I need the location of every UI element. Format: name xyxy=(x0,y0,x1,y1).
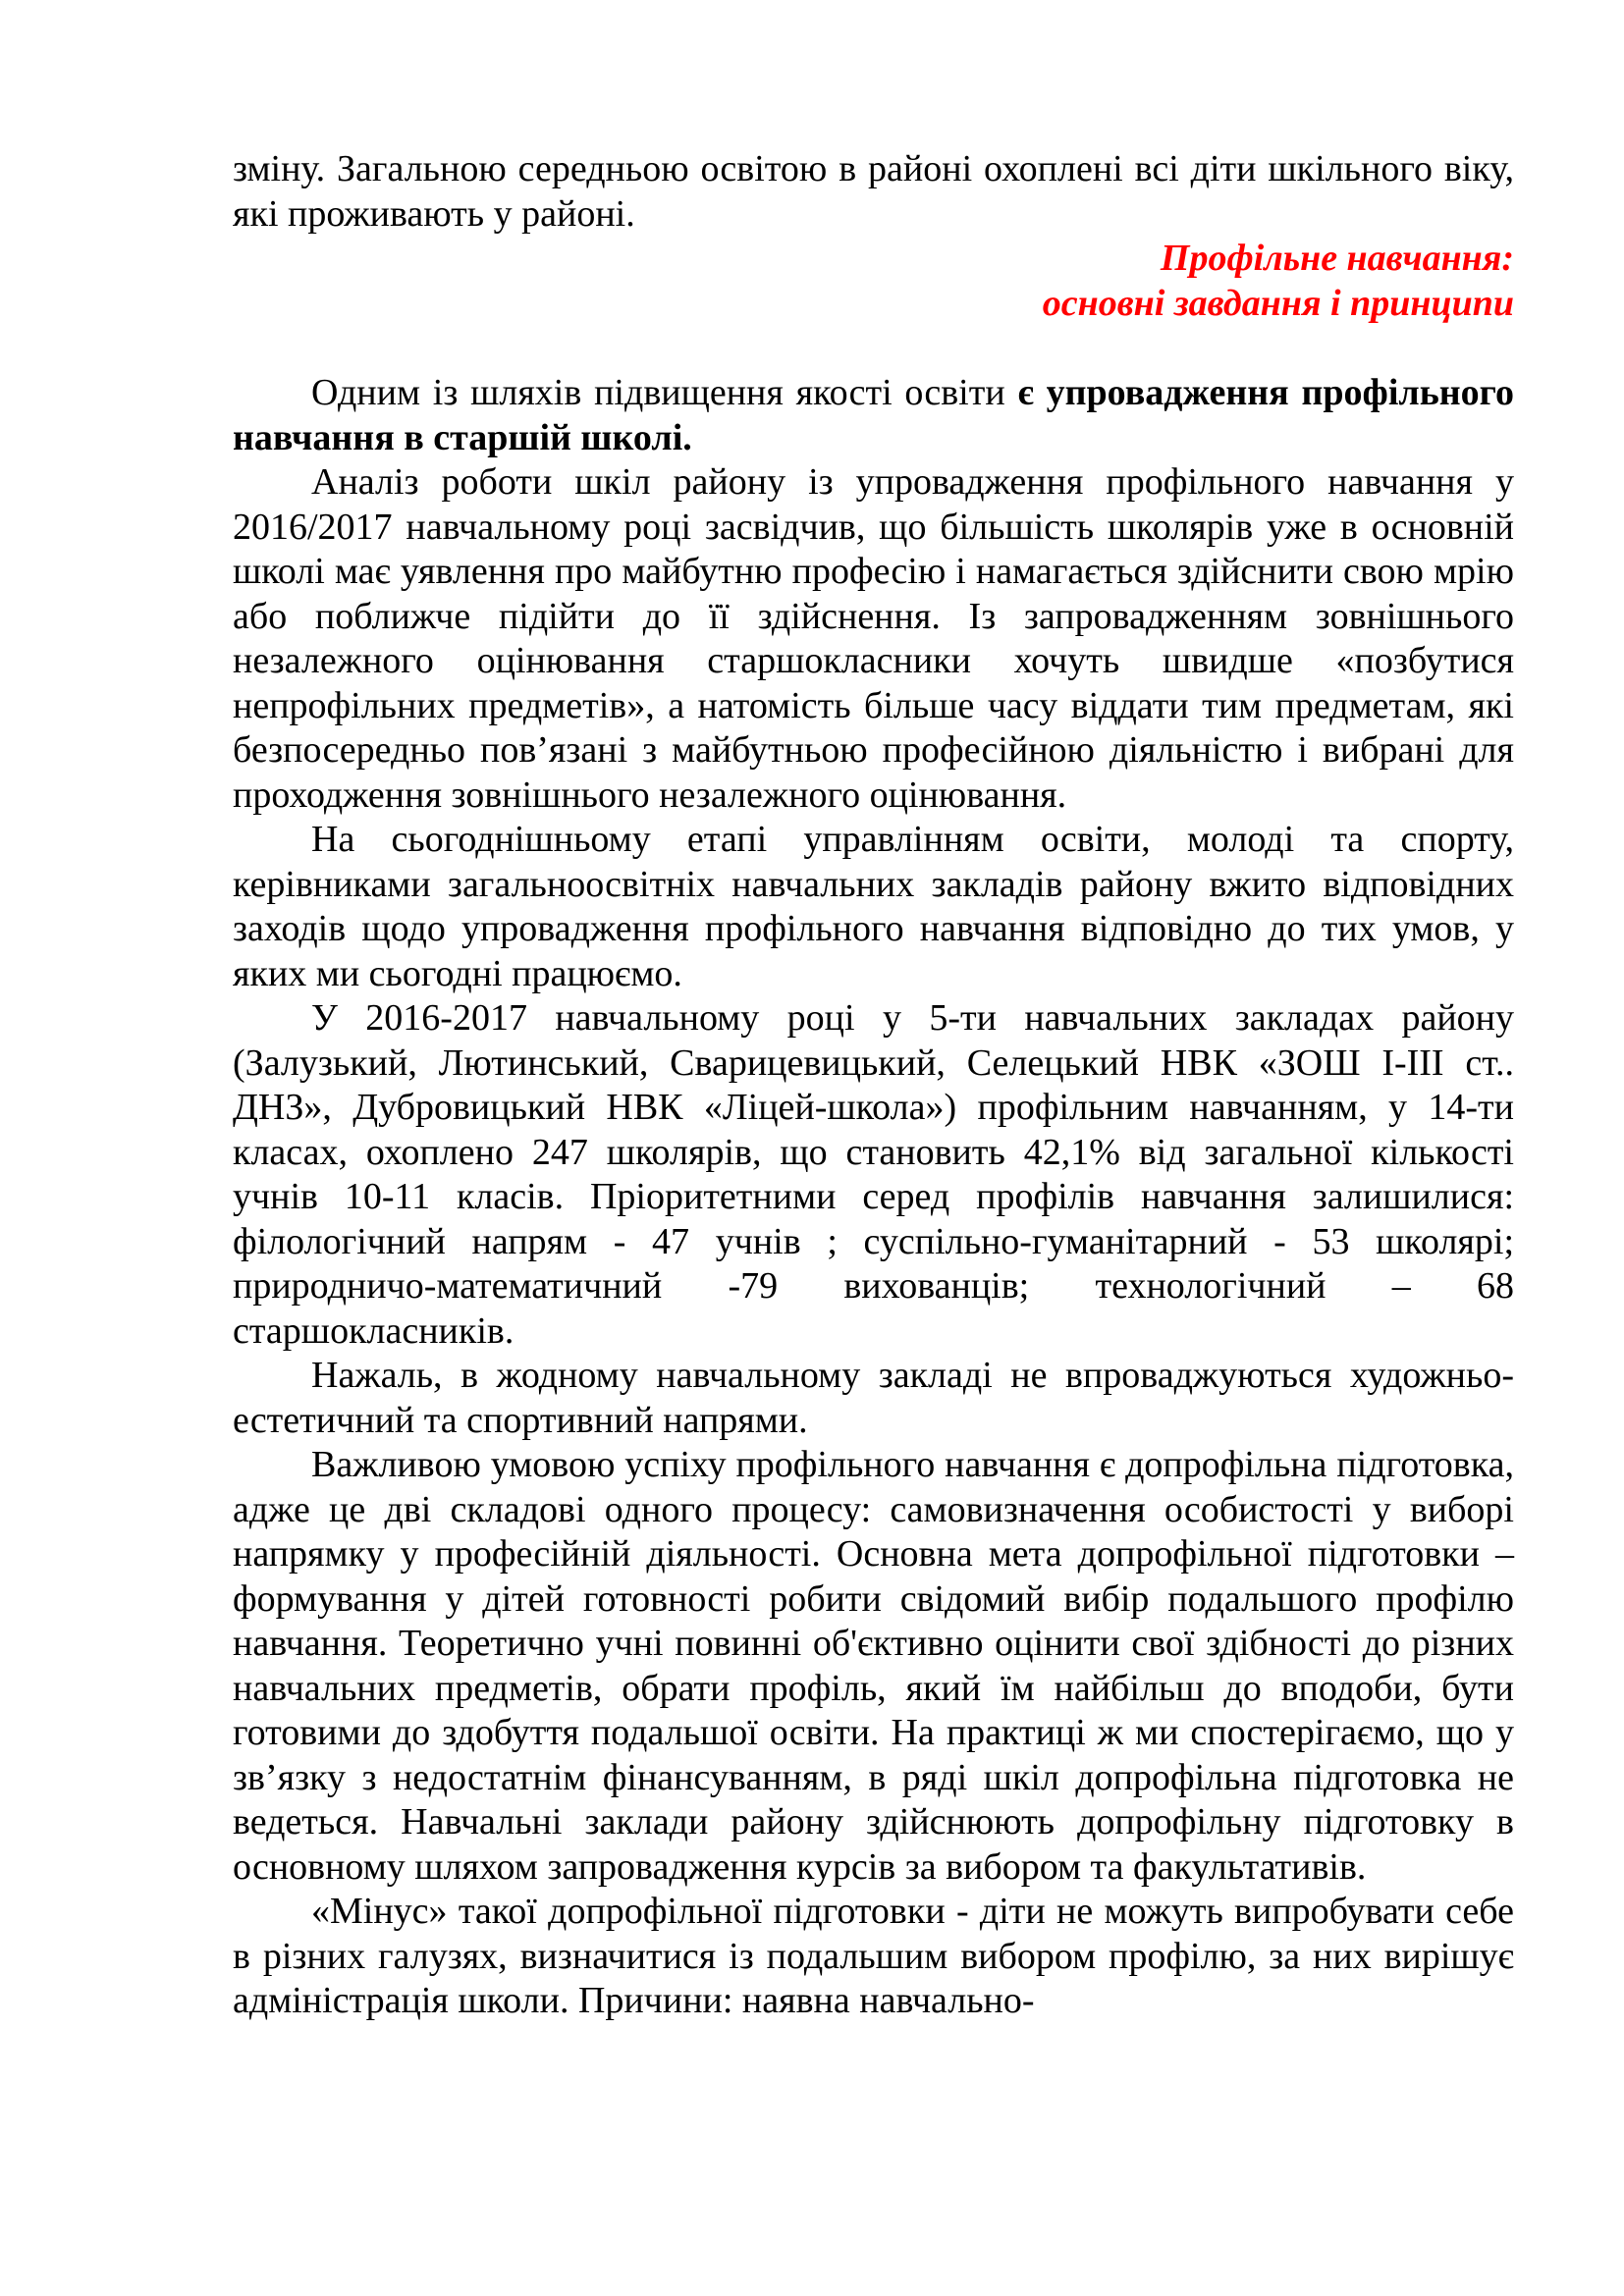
paragraph-5: Нажаль, в жодному навчальному закладі не впроваджуються художньо-естетичний та спортивний напрями. xyxy=(233,1355,1514,1441)
paragraph-6: Важливою умовою успіху профільного навчання є допрофільна підготовка, адже це дві складові одного процесу: самовизначення особистості у виборі напрямку у професійній діяльності. Основна мета допрофільної підготовки – формування у дітей готовності робити свідомий вибір подальшого профілю навчання. Теоретично учні повинні об'єктивно оцінити свої здібності до різних навчальних предметів, обрати профіль, який їм найбільш до вподоби, бути готовими до здобуття подальшої освіти. На практиці ж ми спостерігаємо, що у зв’язку з недостатнім фінансуванням, в ряді шкіл допрофільна підготовка не ведеться. Навчальні заклади району здійснюють допрофільну підготовку в основному шляхом запровадження курсів за вибором та факультативів. xyxy=(233,1444,1514,1888)
paragraph-7: «Мінус» такої допрофільної підготовки - діти не можуть випробувати себе в різних галузях, визначитися із подальшим вибором профілю, за них вирішує адміністрація школи. Причини: наявна навчально- xyxy=(233,1891,1514,2021)
section-heading xyxy=(233,237,1514,326)
paragraph-1-text: Одним із шляхів підвищення якості освіти xyxy=(311,372,1018,413)
paragraph-2: Аналіз роботи шкіл району із упровадження профільного навчання у 2016/2017 навчальному році засвідчив, що більшість школярів уже в основній школі має уявлення про майбутню професію і намагається здійснити свою мрію або поближче підійти до її здійснення. Із запровадженням зовнішнього незалежного оцінювання старшокласники хочуть швидше «позбутися непрофільних предметів», а натомість більше часу віддати тим предметам, які безпосередньо пов’язані з майбутньою професійною діяльністю і вибрані для проходження зовнішнього незалежного оцінювання. xyxy=(233,461,1514,816)
paragraph-1 xyxy=(233,371,1514,460)
paragraph-1-bold-text: є упровадження профільного навчання в старшій школі. xyxy=(233,372,1514,458)
intro-paragraph: зміну. Загальною середньою освітою в районі охоплені всі діти шкільного віку, які проживають у районі. xyxy=(233,148,1514,235)
document-page xyxy=(233,147,1514,2024)
heading-line-2: основні завдання і принципи xyxy=(1042,282,1514,324)
paragraph-4: У 2016-2017 навчальному році у 5-ти навчальних закладах району (Залузький, Лютинський, Сварицевицький, Селецький НВК «ЗОШ І-ІІІ ст.. ДНЗ», Дубровицький НВК «Ліцей-школа») профільним навчанням, у 14-ти класах, охоплено 247 школярів, що становить 42,1% від загальної кількості учнів 10-11 класів. Пріоритетними серед профілів навчання залишилися: філологічний напрям - 47 учнів ; суспільно-гуманітарний - 53 школярі; природничо-математичний -79 вихованців; технологічний – 68 старшокласників. xyxy=(233,997,1514,1352)
spacer xyxy=(233,326,1514,371)
heading-line-1: Профільне навчання: xyxy=(1160,238,1514,279)
paragraph-3: На сьогоднішньому етапі управлінням освіти, молоді та спорту, керівниками загальноосвітніх навчальних закладів району вжито відповідних заходів щодо упровадження профільного навчання відповідно до тих умов, у яких ми сьогодні працюємо. xyxy=(233,819,1514,994)
